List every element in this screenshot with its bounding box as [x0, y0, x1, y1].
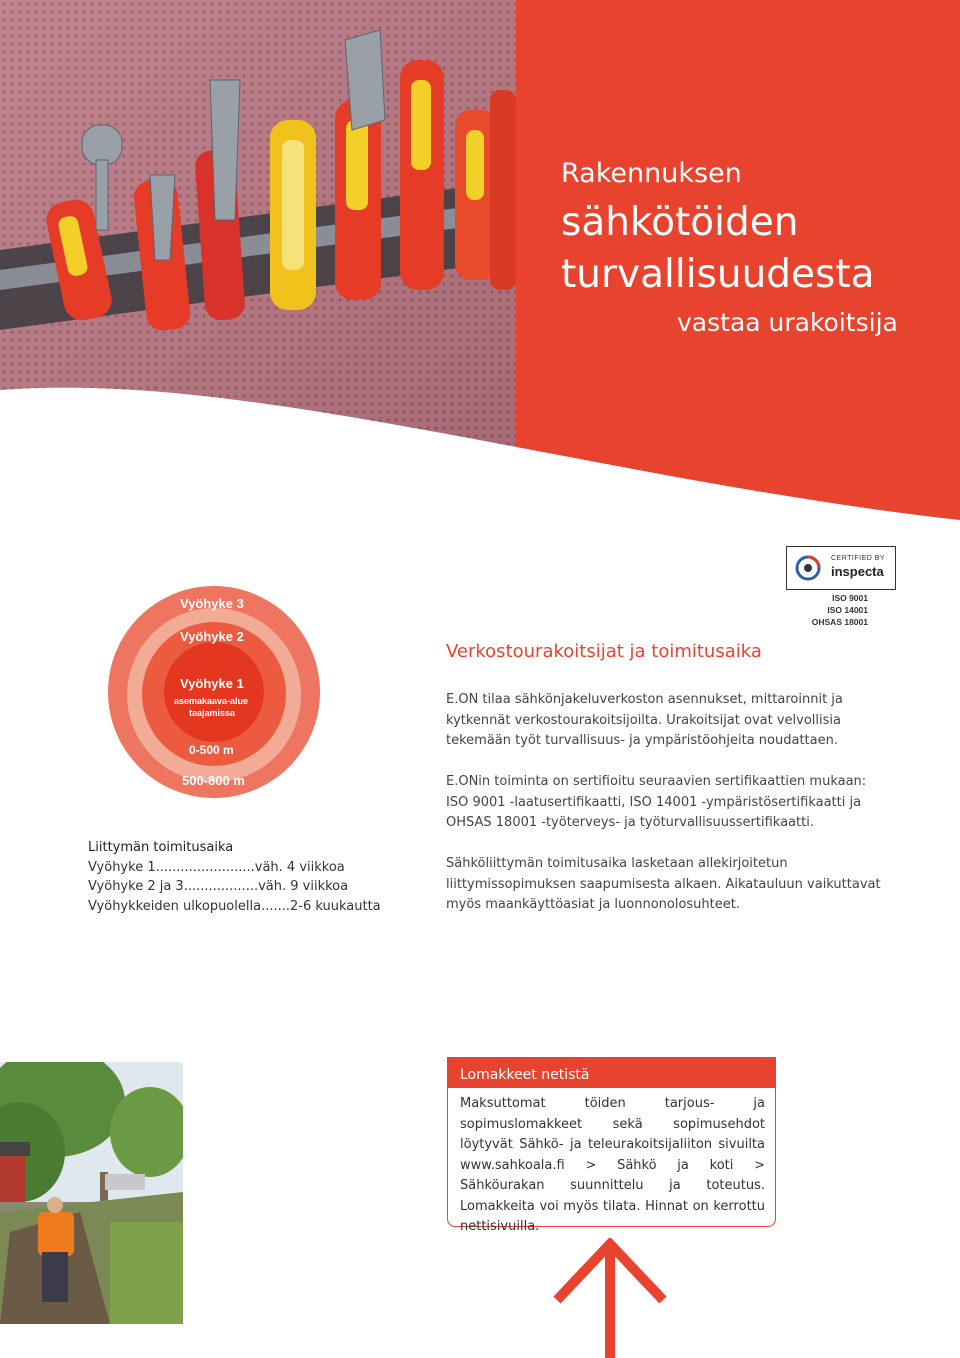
delivery-row: Vyöhyke 2 ja 3..................väh. 9 viikkoa: [88, 879, 349, 894]
range-outer-label: 500-800 m: [182, 773, 245, 788]
zone1-sublabel1: asemakaava-alue: [174, 696, 249, 706]
zone1-label: Vyöhyke 1: [180, 676, 244, 691]
hero-title-line1: Rakennuksen: [561, 158, 742, 189]
delivery-row: Vyöhyke 1........................väh. 4 viikkoa: [88, 859, 345, 875]
iso-list: [790, 592, 868, 628]
forms-body-text: Maksuttomat töiden tarjous- ja sopimuslomakkeet sekä sopimusehdot löytyvät Sähkö- ja teleurakoitsijaliiton sivuilta www.sahkoala.fi > Sähkö ja koti > Sähköurakan suunnittelu ja toteutus. Lomakkeita voi myös tilata. Hinnat on kerrottu nettisivuilla.: [460, 1096, 765, 1234]
certified-by-label: CERTIFIED BY: [831, 555, 886, 562]
inspecta-brand: inspecta: [831, 564, 884, 579]
street-work-photo: [0, 1062, 183, 1324]
range-inner-label: 0-500 m: [189, 743, 234, 757]
iso-item: OHSAS 18001: [811, 617, 868, 627]
zone1-circle: [164, 642, 264, 742]
zone3-label: Vyöhyke 3: [180, 596, 244, 611]
paragraph-3: Sähköliittymän toimitusaika lasketaan allekirjoitetun liittymissopimuksen saapumisesta alkaen. Aikatauluun vaikuttavat myös maankäyttöasiat ja luonnonolosuhteet.: [446, 856, 881, 912]
hero-title-line2: sähkötöiden: [561, 200, 799, 245]
paragraph-2: E.ONin toiminta on sertifioitu seuraavien sertifikaattien mukaan: ISO 9001 -laatusertifikaatti, ISO 14001 -ympäristösertifikaatti ja OHSAS 18001 -työterveys- ja työturvallisuussertifikaatti.: [446, 774, 867, 830]
forms-heading: Lomakkeet netistä: [448, 1058, 775, 1088]
forms-info-box: [447, 1057, 776, 1234]
section-title: Verkostourakoitsijat ja toimitusaika: [446, 641, 762, 662]
certification-badge: [786, 546, 896, 590]
hero-title-line4: vastaa urakoitsija: [677, 308, 898, 337]
delivery-heading: Liittymän toimitusaika: [88, 840, 234, 855]
inspecta-logo-icon: [795, 555, 821, 581]
zone1-sublabel2: taajamissa: [189, 708, 236, 718]
paragraph-1: E.ON tilaa sähkönjakeluverkoston asennukset, mittaroinnit ja kytkennät verkostourakoitsijoilta. Urakoitsijat ovat velvollisia tekemään työt turvallisuus- ja ympäristöohjeita noudattaen.: [446, 692, 843, 748]
zone2-label: Vyöhyke 2: [180, 629, 244, 644]
delivery-times: [88, 838, 381, 916]
up-arrow-icon: [553, 1238, 667, 1358]
hero-title-line3: turvallisuudesta: [561, 252, 875, 297]
delivery-row: Vyöhykkeiden ulkopuolella.......2-6 kuukautta: [88, 898, 381, 914]
iso-item: ISO 14001: [827, 605, 868, 615]
decorative-curve: [0, 330, 960, 570]
iso-item: ISO 9001: [832, 593, 868, 603]
zone-diagram: [90, 580, 350, 810]
